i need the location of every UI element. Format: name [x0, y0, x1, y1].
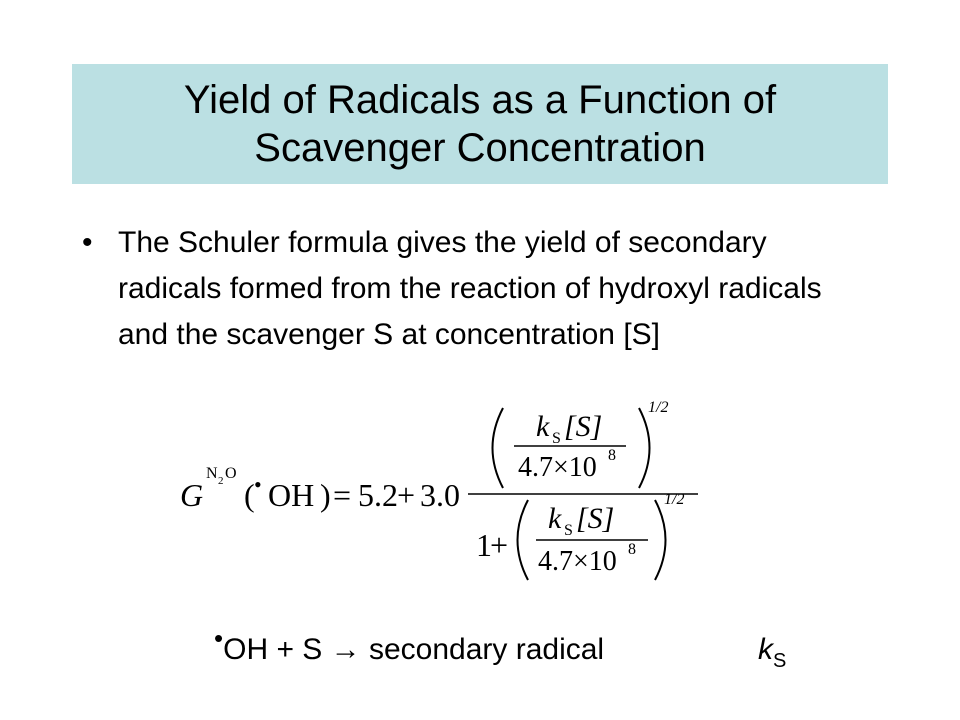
formula-numerator-power: 1/2: [648, 399, 669, 416]
formula-numerator-left-paren: [493, 408, 504, 488]
formula-plus: +: [397, 477, 416, 513]
formula-numerator-denominator: 4.7×10: [518, 452, 597, 483]
formula-numerator-conc: [S]: [564, 410, 603, 443]
formula-denominator-left-paren: [518, 500, 529, 580]
formula-denominator-conc: [S]: [576, 502, 615, 535]
bullet-text: The Schuler formula gives the yield of secondary radicals formed from the reaction of hydroxyl radicals and the scavenger S at concentration [S]: [118, 226, 822, 351]
formula-denominator-power: 1/2: [664, 491, 685, 508]
reaction-k: k: [758, 633, 773, 666]
formula-denominator-exponent: 8: [628, 541, 636, 558]
formula-open-paren: (: [244, 477, 255, 513]
formula-denominator-denominator: 4.7×10: [538, 546, 617, 577]
formula-constant-1: 5.2: [358, 477, 398, 513]
formula-superscript-n: N: [206, 465, 218, 482]
formula-denominator-plus: +: [490, 527, 509, 563]
reaction-k-sub: S: [773, 650, 787, 672]
bullet-symbol: •: [82, 226, 93, 259]
formula-superscript-o: O: [225, 465, 237, 482]
formula-numerator-k-sub: S: [552, 430, 561, 447]
formula-numerator-right-paren: [639, 408, 650, 488]
formula-denominator-one: 1: [476, 527, 492, 563]
formula-denominator-k: k: [548, 502, 562, 535]
formula-denominator-k-sub: S: [564, 522, 573, 539]
formula-numerator-k: k: [536, 410, 550, 443]
formula-radical-dot: •: [254, 472, 262, 497]
reaction-rate-constant: [758, 630, 786, 673]
formula-close-paren: ): [320, 477, 331, 513]
formula-equals: =: [333, 477, 352, 513]
reaction-text: OH + S → secondary radical: [223, 633, 605, 666]
formula-numerator-exponent: 8: [608, 447, 616, 464]
slide-title-line-1: Yield of Radicals as a Function of: [183, 78, 777, 122]
slide-title-line-2: Scavenger Concentration: [254, 126, 706, 170]
formula-G: G: [180, 477, 204, 513]
reaction-equation: [214, 623, 787, 672]
formula-denominator-right-paren: [655, 500, 666, 580]
reaction-radical-dot: •: [214, 623, 224, 653]
formula-superscript-sub: 2: [218, 475, 224, 487]
formula-constant-2: 3.0: [420, 477, 460, 513]
formula-oh: OH: [268, 477, 315, 513]
